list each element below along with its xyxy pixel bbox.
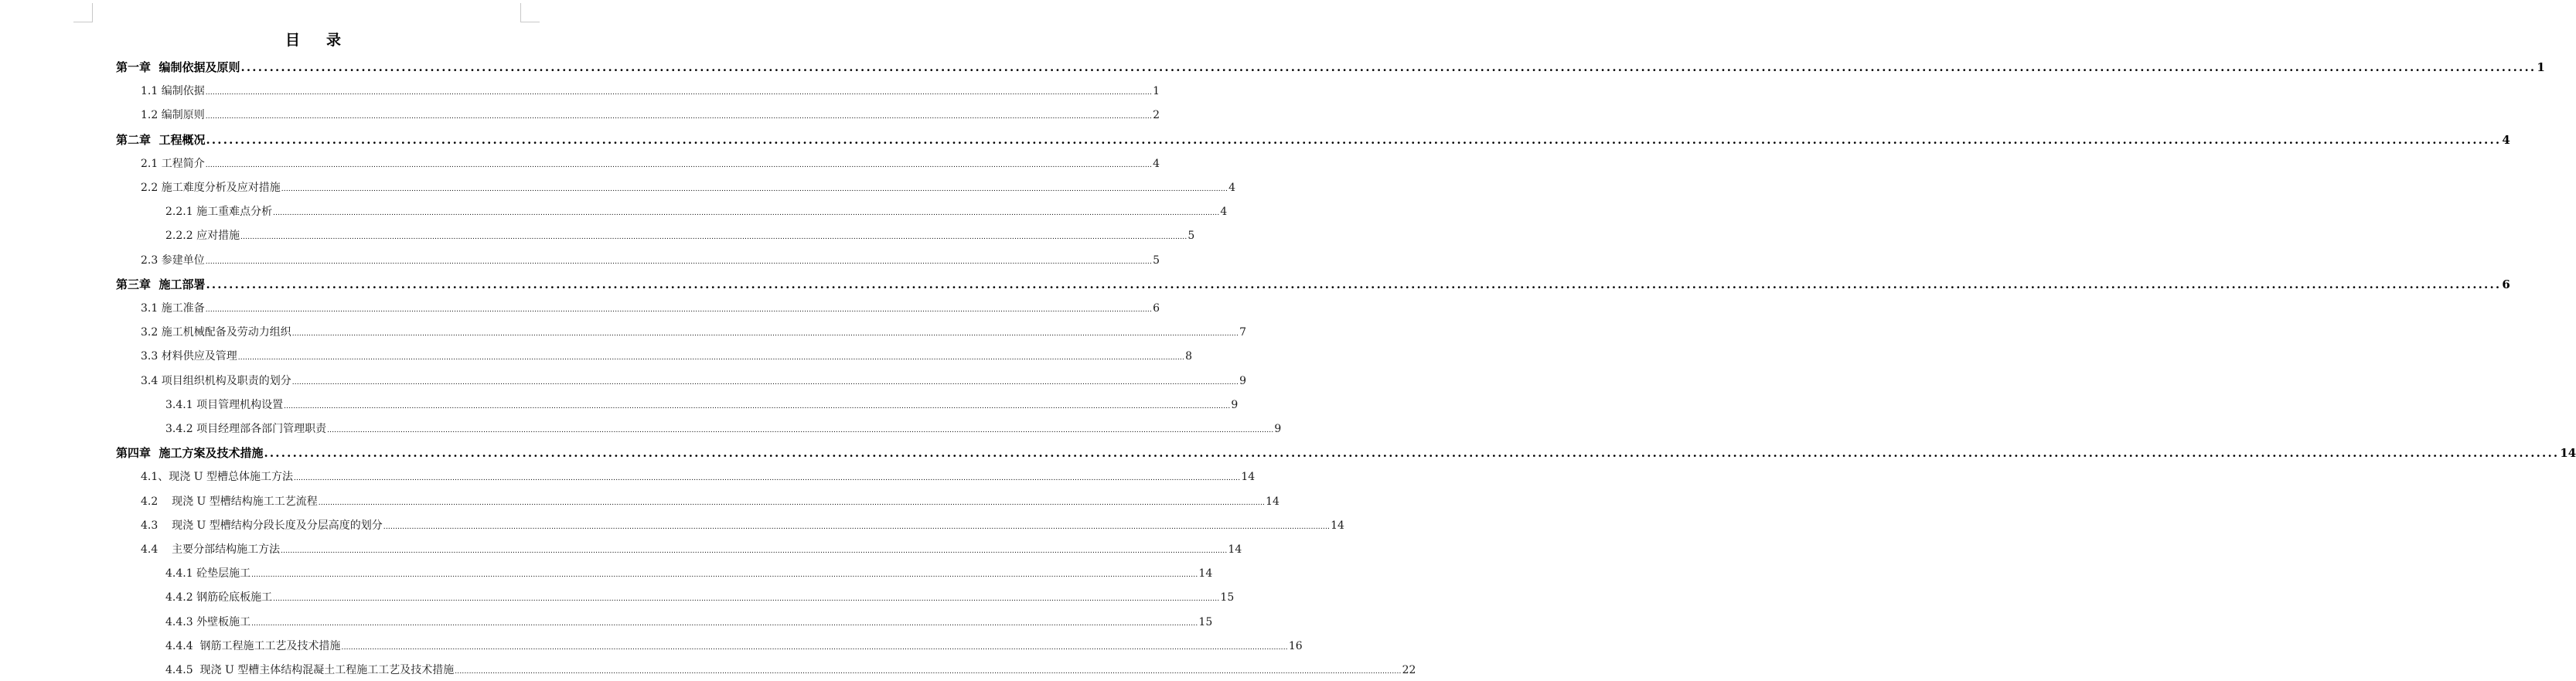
toc-entry[interactable]	[141, 468, 1256, 485]
toc-entry[interactable]	[141, 373, 1246, 390]
toc-entry[interactable]	[141, 348, 1192, 365]
toc-entry-label: 3.1 施工准备	[141, 302, 205, 315]
toc-dot-leader: ................................................................................................................................................................................................................................................................................................................................................................................................................	[240, 60, 2537, 74]
toc-entry-page-number: 14	[2560, 446, 2576, 461]
toc-entry-label: 2.2 施工难度分析及应对措施	[141, 182, 281, 194]
toc-entry[interactable]	[141, 300, 1160, 317]
toc-entry-page-number: 4	[1228, 182, 1235, 194]
toc-entry-label: 3.4.1 项目管理机构设置	[165, 398, 284, 411]
toc-dot-leader: ................................................................................................................................................................................................................................................................................................................................................................................................................	[318, 499, 1266, 507]
toc-entry[interactable]	[165, 565, 1213, 582]
toc-entry-label: 2.2.2 应对措施	[165, 230, 240, 243]
toc-dot-leader: ................................................................................................................................................................................................................................................................................................................................................................................................................	[205, 257, 1153, 266]
toc-dot-leader: ................................................................................................................................................................................................................................................................................................................................................................................................................	[206, 132, 2502, 147]
margin-corner-mark-top-right	[520, 3, 540, 22]
toc-entry-page-number: 9	[1274, 423, 1282, 435]
toc-entry-label: 第一章 编制依据及原则	[116, 60, 240, 74]
toc-dot-leader: ................................................................................................................................................................................................................................................................................................................................................................................................................	[327, 427, 1274, 434]
toc-dot-leader: ................................................................................................................................................................................................................................................................................................................................................................................................................	[251, 571, 1198, 580]
toc-entry-page-number: 1	[1153, 85, 1160, 98]
toc-entry[interactable]	[165, 638, 1303, 655]
toc-entry-page-number: 14	[1198, 567, 1213, 581]
toc-entry-label: 4.3 现浇 U 型槽结构分段长度及分层高度的划分	[141, 519, 383, 532]
toc-entry-page-number: 5	[1187, 230, 1195, 243]
toc-entry[interactable]	[141, 324, 1246, 341]
toc-dot-leader: ................................................................................................................................................................................................................................................................................................................................................................................................................	[205, 89, 1153, 97]
toc-dot-leader: ................................................................................................................................................................................................................................................................................................................................................................................................................	[205, 161, 1153, 169]
toc-entry-label: 3.4 项目组织机构及职责的划分	[141, 374, 291, 387]
toc-dot-leader: ................................................................................................................................................................................................................................................................................................................................................................................................................	[291, 378, 1239, 386]
toc-dot-leader: ................................................................................................................................................................................................................................................................................................................................................................................................................	[455, 668, 1402, 676]
toc-entry-page-number: 5	[1153, 254, 1160, 267]
toc-dot-leader: ................................................................................................................................................................................................................................................................................................................................................................................................................	[281, 547, 1228, 555]
toc-dot-leader: ................................................................................................................................................................................................................................................................................................................................................................................................................	[206, 277, 2502, 291]
toc-entry-page-number: 9	[1231, 398, 1239, 411]
toc-entry-page-number: 14	[1241, 471, 1256, 484]
toc-entry-page-number: 14	[1331, 519, 1344, 532]
toc-entry-label: 4.4 主要分部结构施工方法	[141, 543, 281, 556]
toc-entry[interactable]	[141, 493, 1279, 510]
toc-dot-leader: ................................................................................................................................................................................................................................................................................................................................................................................................................	[284, 402, 1231, 410]
toc-entry[interactable]	[165, 614, 1213, 631]
toc-entry-label: 3.2 施工机械配备及劳动力组织	[141, 326, 291, 339]
toc-entry-label: 1.2 编制原则	[141, 109, 205, 122]
toc-entry-page-number: 7	[1239, 326, 1246, 339]
toc-entry-label: 第三章 施工部署	[116, 277, 206, 291]
toc-entry-label: 4.1、现浇 U 型槽总体施工方法	[141, 471, 293, 484]
toc-entry-label: 2.3 参建单位	[141, 254, 205, 267]
toc-entry-label: 第二章 工程概况	[116, 132, 206, 147]
toc-dot-leader: ................................................................................................................................................................................................................................................................................................................................................................................................................	[205, 306, 1153, 314]
toc-entry-label: 4.4.5 现浇 U 型槽主体结构混凝土工程施工工艺及技术措施	[165, 664, 455, 676]
toc-entry[interactable]	[141, 155, 1160, 172]
toc-entry-label: 1.1 编制依据	[141, 85, 205, 98]
toc-entry-label: 4.4.3 外壁板施工	[165, 615, 251, 628]
margin-corner-mark-top-left	[73, 3, 93, 22]
toc-dot-leader: ................................................................................................................................................................................................................................................................................................................................................................................................................	[273, 209, 1220, 218]
toc-entry[interactable]	[165, 662, 1416, 679]
toc-dot-leader: ................................................................................................................................................................................................................................................................................................................................................................................................................	[281, 186, 1228, 193]
toc-entry[interactable]	[141, 517, 1344, 534]
toc-dot-leader: ................................................................................................................................................................................................................................................................................................................................................................................................................	[291, 330, 1239, 339]
toc-entry-page-number: 14	[1266, 495, 1279, 508]
toc-entry[interactable]	[165, 397, 1239, 414]
toc-dot-leader: ................................................................................................................................................................................................................................................................................................................................................................................................................	[293, 475, 1241, 483]
toc-entry-page-number: 6	[1153, 302, 1160, 315]
toc-entry[interactable]	[141, 107, 1160, 124]
toc-dot-leader: ................................................................................................................................................................................................................................................................................................................................................................................................................	[237, 354, 1185, 363]
toc-entry[interactable]	[141, 83, 1160, 100]
toc-entry-page-number: 4	[1153, 157, 1160, 170]
toc-entry-page-number: 14	[1228, 543, 1242, 556]
toc-entry[interactable]	[116, 131, 2510, 148]
toc-entry-label: 4.4.2 钢筋砼底板施工	[165, 591, 273, 604]
toc-entry[interactable]	[165, 589, 1235, 606]
toc-entry[interactable]	[141, 252, 1160, 269]
toc-entry-label: 4.2 现浇 U 型槽结构施工工艺流程	[141, 495, 318, 508]
toc-entry[interactable]	[165, 203, 1228, 220]
toc-title-char-2: 录	[326, 32, 342, 49]
toc-dot-leader: ................................................................................................................................................................................................................................................................................................................................................................................................................	[264, 446, 2560, 461]
toc-entry-page-number: 6	[2502, 277, 2510, 291]
toc-entry-page-number: 9	[1239, 374, 1246, 387]
toc-dot-leader: ................................................................................................................................................................................................................................................................................................................................................................................................................	[383, 523, 1331, 531]
toc-entry[interactable]	[165, 421, 1282, 438]
toc-dot-leader: ................................................................................................................................................................................................................................................................................................................................................................................................................	[273, 595, 1220, 604]
toc-entry-label: 4.4.4 钢筋工程施工工艺及技术措施	[165, 639, 341, 652]
toc-dot-leader: ................................................................................................................................................................................................................................................................................................................................................................................................................	[251, 619, 1198, 628]
toc-entry-page-number: 1	[2537, 60, 2545, 74]
toc-entry[interactable]	[141, 179, 1235, 196]
toc-entry-page-number: 4	[1220, 206, 1228, 219]
toc-entry[interactable]	[141, 541, 1242, 558]
toc-entry-page-number: 15	[1198, 615, 1213, 628]
toc-entry-page-number: 4	[2502, 132, 2510, 147]
toc-entry[interactable]	[116, 444, 2576, 461]
toc-entry-label: 3.4.2 项目经理部各部门管理职责	[165, 423, 327, 435]
toc-entry-page-number: 15	[1220, 591, 1235, 604]
toc-entry-page-number: 2	[1153, 109, 1160, 122]
toc-title-char-1: 目	[285, 32, 300, 49]
toc-title	[0, 29, 626, 49]
toc-dot-leader: ................................................................................................................................................................................................................................................................................................................................................................................................................	[240, 233, 1187, 242]
toc-entry-label: 4.4.1 砼垫层施工	[165, 567, 251, 581]
toc-entry-label: 2.2.1 施工重难点分析	[165, 206, 273, 219]
toc-entry-page-number: 22	[1402, 664, 1416, 676]
toc-entry-label: 2.1 工程简介	[141, 157, 205, 170]
toc-entry-page-number: 8	[1185, 350, 1192, 363]
toc-entry-page-number: 16	[1288, 639, 1303, 652]
toc-entry-label: 第四章 施工方案及技术措施	[116, 446, 264, 461]
toc-dot-leader: ................................................................................................................................................................................................................................................................................................................................................................................................................	[341, 643, 1288, 652]
toc-entry[interactable]	[116, 59, 2545, 76]
toc-dot-leader: ................................................................................................................................................................................................................................................................................................................................................................................................................	[205, 113, 1153, 121]
toc-entry-label: 3.3 材料供应及管理	[141, 350, 237, 363]
toc-entry[interactable]	[116, 276, 2510, 293]
toc-entry[interactable]	[165, 227, 1195, 244]
